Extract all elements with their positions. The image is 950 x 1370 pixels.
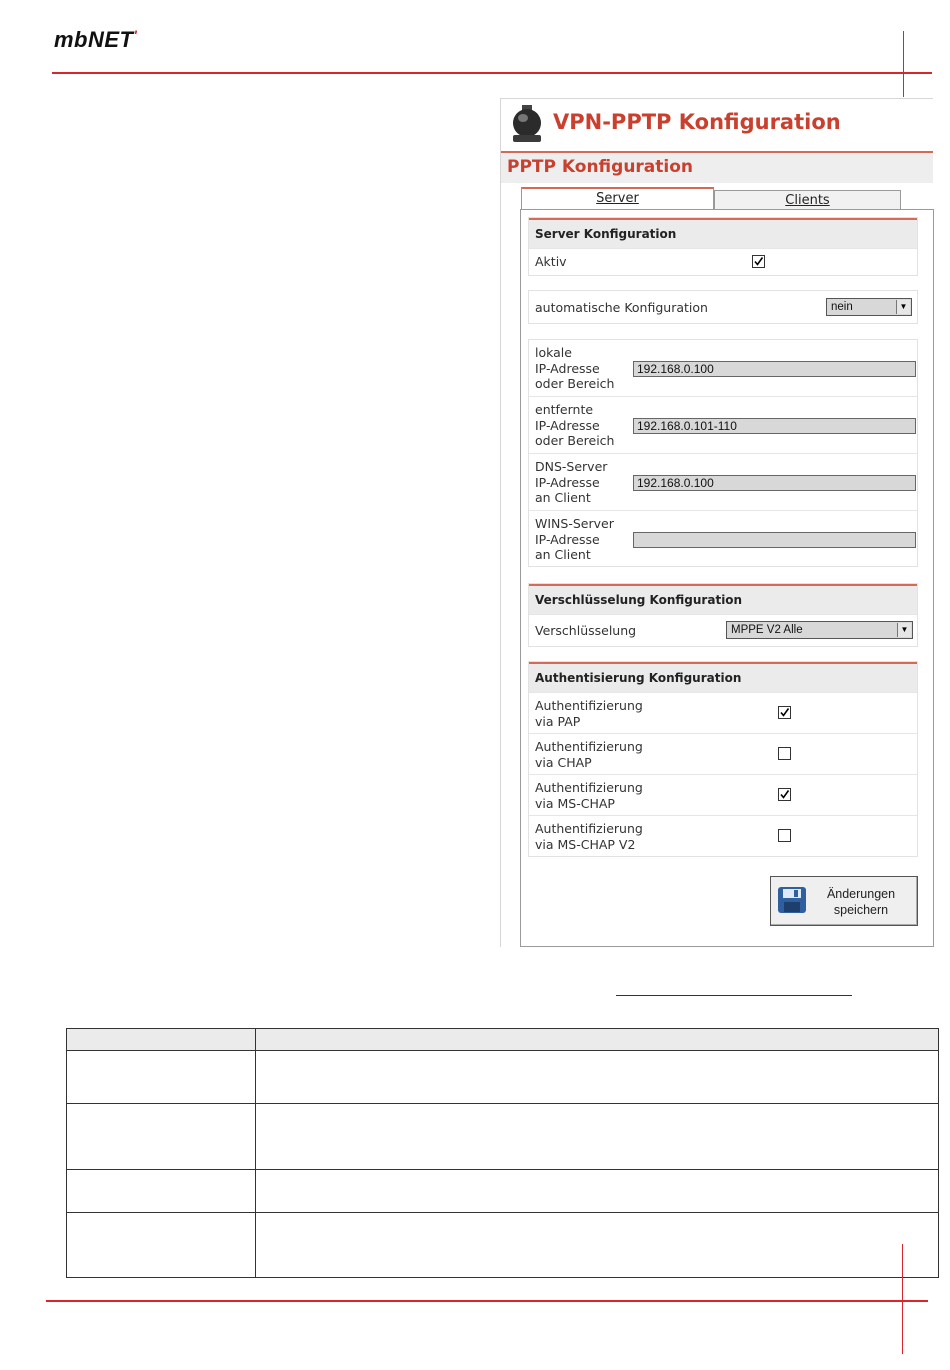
server-config-section bbox=[528, 217, 918, 276]
chevron-down-icon: ▼ bbox=[897, 623, 911, 637]
auto-config-label: automatische Konfiguration bbox=[535, 300, 708, 315]
encryption-section bbox=[528, 583, 918, 647]
tab-server[interactable]: Server bbox=[521, 187, 714, 210]
footer-rule bbox=[46, 1300, 928, 1302]
auth-section bbox=[528, 661, 918, 857]
field-row-dns-server bbox=[529, 453, 917, 510]
auth-pap-checkbox[interactable] bbox=[778, 706, 791, 719]
checkmark-icon bbox=[779, 707, 790, 718]
server-config-heading: Server Konfiguration bbox=[529, 218, 917, 248]
chevron-down-icon: ▼ bbox=[896, 300, 910, 314]
floppy-disk-icon bbox=[778, 887, 806, 913]
field-row-wins-server bbox=[529, 510, 917, 567]
dns-server-input[interactable]: 192.168.0.100 bbox=[633, 475, 916, 491]
auto-config-value: nein bbox=[831, 301, 853, 313]
encryption-select[interactable] bbox=[726, 621, 913, 639]
field-label: DNS-Server IP-Adresse an Client bbox=[535, 459, 608, 505]
security-camera-icon bbox=[511, 105, 543, 143]
save-changes-button[interactable] bbox=[770, 876, 918, 926]
table-header-row bbox=[67, 1029, 939, 1051]
encryption-value: MPPE V2 Alle bbox=[731, 624, 803, 636]
auth-heading: Authentisierung Konfiguration bbox=[529, 662, 917, 692]
field-row-remote-ip bbox=[529, 396, 917, 453]
logo-mark: ' bbox=[133, 27, 138, 43]
section-title-bar bbox=[501, 151, 933, 183]
address-fields-section bbox=[528, 339, 918, 567]
table-row bbox=[67, 1104, 939, 1170]
aktiv-checkbox[interactable] bbox=[752, 255, 765, 268]
field-label: lokale IP-Adresse oder Bereich bbox=[535, 345, 615, 391]
encryption-heading: Verschlüsselung Konfiguration bbox=[529, 584, 917, 614]
vpn-pptp-panel bbox=[500, 98, 933, 947]
tab-clients[interactable]: Clients bbox=[714, 190, 901, 210]
auth-row-ms-chap bbox=[529, 774, 917, 815]
auto-config-section bbox=[528, 290, 918, 324]
auth-label: Authentifizierung via CHAP bbox=[535, 739, 643, 770]
caption-underline bbox=[616, 995, 852, 996]
auth-label: Authentifizierung via MS-CHAP bbox=[535, 780, 643, 811]
tab-content-server bbox=[520, 209, 934, 947]
section-title: PPTP Konfiguration bbox=[507, 157, 694, 177]
field-label: entfernte IP-Adresse oder Bereich bbox=[535, 402, 615, 448]
local-ip-input[interactable]: 192.168.0.100 bbox=[633, 361, 916, 377]
auth-label: Authentifizierung via PAP bbox=[535, 698, 643, 729]
header-rule bbox=[52, 72, 932, 74]
field-label: WINS-Server IP-Adresse an Client bbox=[535, 516, 614, 562]
encryption-label: Verschlüsselung bbox=[535, 623, 637, 638]
auth-row-chap bbox=[529, 733, 917, 774]
auth-chap-checkbox[interactable] bbox=[778, 747, 791, 760]
description-table bbox=[66, 1028, 939, 1278]
auth-row-pap bbox=[529, 692, 917, 733]
checkmark-icon bbox=[779, 789, 790, 800]
encryption-row bbox=[529, 614, 917, 646]
panel-header bbox=[501, 99, 933, 151]
auth-row-ms-chap-v2 bbox=[529, 815, 917, 856]
checkmark-icon bbox=[753, 256, 764, 267]
footer-margin-marker bbox=[902, 1244, 903, 1354]
save-button-label: Änderungen speichern bbox=[826, 887, 896, 917]
table-row bbox=[67, 1213, 939, 1278]
header-margin-marker bbox=[903, 31, 904, 97]
table-row bbox=[67, 1170, 939, 1213]
auth-ms-chap-v2-checkbox[interactable] bbox=[778, 829, 791, 842]
aktiv-row bbox=[529, 248, 917, 275]
aktiv-label: Aktiv bbox=[535, 254, 567, 269]
mbnet-logo: mbNET' bbox=[54, 27, 138, 52]
page-title: VPN-PPTP Konfiguration bbox=[553, 110, 841, 134]
wins-server-input[interactable] bbox=[633, 532, 916, 548]
field-row-local-ip bbox=[529, 340, 917, 396]
auth-label: Authentifizierung via MS-CHAP V2 bbox=[535, 821, 643, 852]
table-row bbox=[67, 1051, 939, 1104]
remote-ip-input[interactable]: 192.168.0.101-110 bbox=[633, 418, 916, 434]
auto-config-select[interactable] bbox=[826, 298, 912, 316]
auth-ms-chap-checkbox[interactable] bbox=[778, 788, 791, 801]
